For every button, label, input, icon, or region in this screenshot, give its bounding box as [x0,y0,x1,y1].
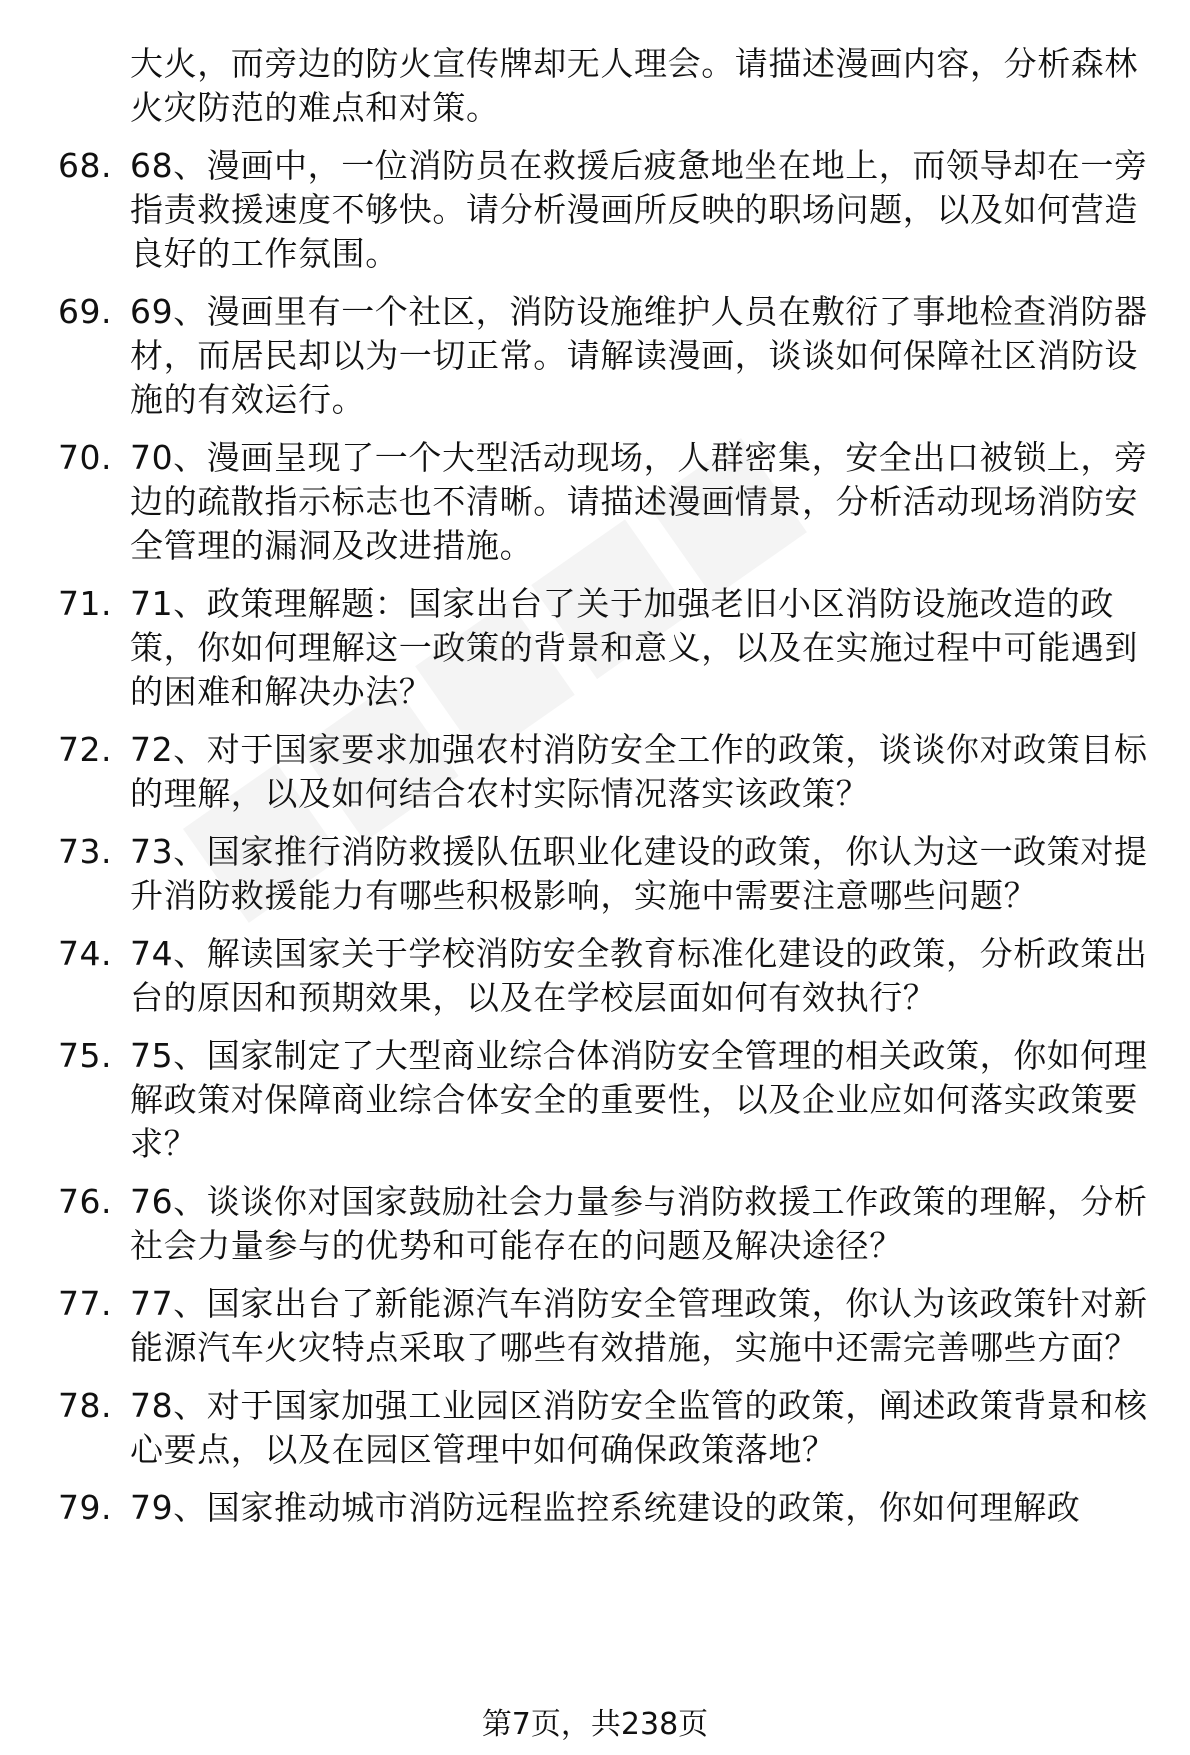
list-item [0,1282,1190,1370]
item-number: 68. [58,146,112,185]
list-item [0,728,1190,816]
list-item [0,1180,1190,1268]
item-number: 78. [58,1386,112,1425]
page-footer: 第7页，共238页 [481,1707,709,1742]
item-number: 79. [58,1488,112,1527]
item-text: 73、国家推行消防救援队伍职业化建设的政策，你认为这一政策对提升消防救援能力有哪些积极影响，实施中需要注意哪些问题？ [130,832,1148,915]
list-item [0,830,1190,918]
item-number: 70. [58,438,112,477]
item-text: 68、漫画中，一位消防员在救援后疲惫地坐在地上，而领导却在一旁指责救援速度不够快。请分析漫画所反映的职场问题，以及如何营造良好的工作氛围。 [130,146,1148,273]
item-text: 77、国家出台了新能源汽车消防安全管理政策，你认为该政策针对新能源汽车火灾特点采取了哪些有效措施，实施中还需完善哪些方面？ [130,1284,1148,1367]
item-number: 72. [58,730,112,769]
item-text: 76、谈谈你对国家鼓励社会力量参与消防救援工作政策的理解，分析社会力量参与的优势和可能存在的问题及解决途径？ [130,1182,1148,1265]
item-number: 74. [58,934,112,973]
list-item [0,1384,1190,1472]
item-text: 71、政策理解题：国家出台了关于加强老旧小区消防设施改造的政策，你如何理解这一政策的背景和意义，以及在实施过程中可能遇到的困难和解决办法？ [130,584,1138,711]
list-item [0,1034,1190,1166]
item-text: 74、解读国家关于学校消防安全教育标准化建设的政策，分析政策出台的原因和预期效果，以及在学校层面如何有效执行？ [130,934,1148,1017]
item-text: 70、漫画呈现了一个大型活动现场，人群密集，安全出口被锁上，旁边的疏散指示标志也不清晰。请描述漫画情景，分析活动现场消防安全管理的漏洞及改进措施。 [130,438,1148,565]
list-item [0,436,1190,568]
list-item [0,582,1190,714]
item-number: 73. [58,832,112,871]
item-number: 77. [58,1284,112,1323]
item-text: 72、对于国家要求加强农村消防安全工作的政策，谈谈你对政策目标的理解，以及如何结合农村实际情况落实该政策？ [130,730,1148,813]
item-number: 69. [58,292,112,331]
list-item [0,932,1190,1020]
list-item [0,42,1190,130]
item-text: 78、对于国家加强工业园区消防安全监管的政策，阐述政策背景和核心要点，以及在园区管理中如何确保政策落地？ [130,1386,1148,1469]
item-text: 大火，而旁边的防火宣传牌却无人理会。请描述漫画内容，分析森林火灾防范的难点和对策。 [130,44,1138,127]
question-list [0,42,1190,1544]
item-number: 75. [58,1036,112,1075]
item-text: 69、漫画里有一个社区，消防设施维护人员在敷衍了事地检查消防器材，而居民却以为一切正常。请解读漫画，谈谈如何保障社区消防设施的有效运行。 [130,292,1148,419]
list-item [0,290,1190,422]
item-text: 75、国家制定了大型商业综合体消防安全管理的相关政策，你如何理解政策对保障商业综合体安全的重要性，以及企业应如何落实政策要求？ [130,1036,1148,1163]
item-number: 71. [58,584,112,623]
item-number: 76. [58,1182,112,1221]
list-item [0,1486,1190,1530]
item-text: 79、国家推动城市消防远程监控系统建设的政策，你如何理解政 [130,1488,1081,1527]
list-item [0,144,1190,276]
